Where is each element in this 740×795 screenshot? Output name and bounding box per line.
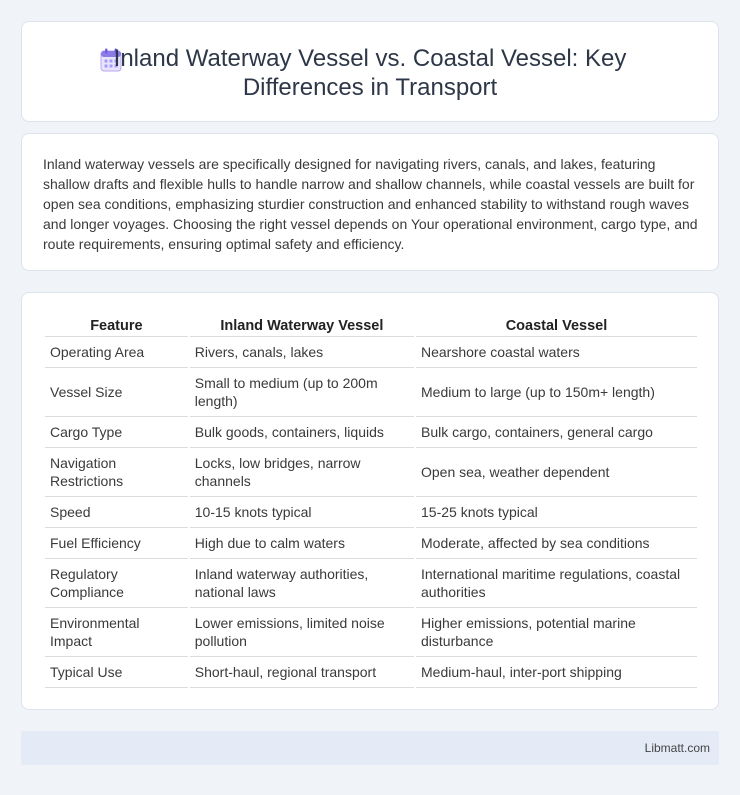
page-title-line1: Inland Waterway Vessel vs. Coastal Vessel: Key — [113, 45, 627, 72]
comparison-table-card — [21, 292, 719, 710]
table-cell-feature: Operating Area — [45, 337, 188, 368]
column-header-coastal: Coastal Vessel — [416, 315, 697, 337]
table-cell-coastal: International maritime regulations, coastal authorities — [416, 559, 697, 608]
table-row — [45, 608, 697, 657]
table-row — [45, 497, 697, 528]
table-cell-coastal: Higher emissions, potential marine disturbance — [416, 608, 697, 657]
table-cell-feature: Fuel Efficiency — [45, 528, 188, 559]
table-header-row — [45, 315, 697, 337]
table-cell-feature: Environmental Impact — [45, 608, 188, 657]
table-cell-inland: Locks, low bridges, narrow channels — [190, 448, 414, 497]
title-card — [21, 21, 719, 122]
table-cell-inland: High due to calm waters — [190, 528, 414, 559]
footer-site-name[interactable]: Libmatt.com — [644, 741, 710, 755]
table-row — [45, 368, 697, 417]
table-cell-coastal: Bulk cargo, containers, general cargo — [416, 417, 697, 448]
table-cell-inland: Bulk goods, containers, liquids — [190, 417, 414, 448]
table-row — [45, 528, 697, 559]
table-cell-feature: Typical Use — [45, 657, 188, 688]
column-header-inland: Inland Waterway Vessel — [190, 315, 414, 337]
page-title-line2: Differences in Transport — [242, 74, 498, 101]
table-row — [45, 657, 697, 688]
table-cell-inland: 10-15 knots typical — [190, 497, 414, 528]
table-cell-coastal: Open sea, weather dependent — [416, 448, 697, 497]
table-row — [45, 337, 697, 368]
table-cell-inland: Rivers, canals, lakes — [190, 337, 414, 368]
table-cell-inland: Small to medium (up to 200m length) — [190, 368, 414, 417]
table-row — [45, 559, 697, 608]
table-cell-coastal: Medium-haul, inter-port shipping — [416, 657, 697, 688]
table-row — [45, 448, 697, 497]
table-cell-feature: Regulatory Compliance — [45, 559, 188, 608]
comparison-table — [43, 315, 699, 688]
table-cell-feature: Speed — [45, 497, 188, 528]
table-row — [45, 417, 697, 448]
table-cell-feature: Cargo Type — [45, 417, 188, 448]
table-cell-feature: Vessel Size — [45, 368, 188, 417]
table-cell-inland: Lower emissions, limited noise pollution — [190, 608, 414, 657]
table-cell-inland: Inland waterway authorities, national laws — [190, 559, 414, 608]
table-cell-feature: Navigation Restrictions — [45, 448, 188, 497]
table-cell-coastal: Moderate, affected by sea conditions — [416, 528, 697, 559]
table-cell-coastal: 15-25 knots typical — [416, 497, 697, 528]
page-title — [22, 44, 718, 102]
table-cell-coastal: Medium to large (up to 150m+ length) — [416, 368, 697, 417]
column-header-feature: Feature — [45, 315, 188, 337]
table-cell-coastal: Nearshore coastal waters — [416, 337, 697, 368]
footer-bar — [21, 731, 719, 765]
table-cell-inland: Short-haul, regional transport — [190, 657, 414, 688]
intro-card — [21, 133, 719, 271]
intro-paragraph: Inland waterway vessels are specifically designed for navigating rivers, canals, and lakes, featuring shallow drafts and flexible hulls to handle narrow and shallow channels, while coastal vessels are built for open sea conditions, emphasizing sturdier construction and enhanced stability to withstand rough waves and longer voyages. Choosing the right vessel depends on Your operational environment, cargo type, and route requirements, ensuring optimal safety and efficiency. — [43, 156, 698, 252]
